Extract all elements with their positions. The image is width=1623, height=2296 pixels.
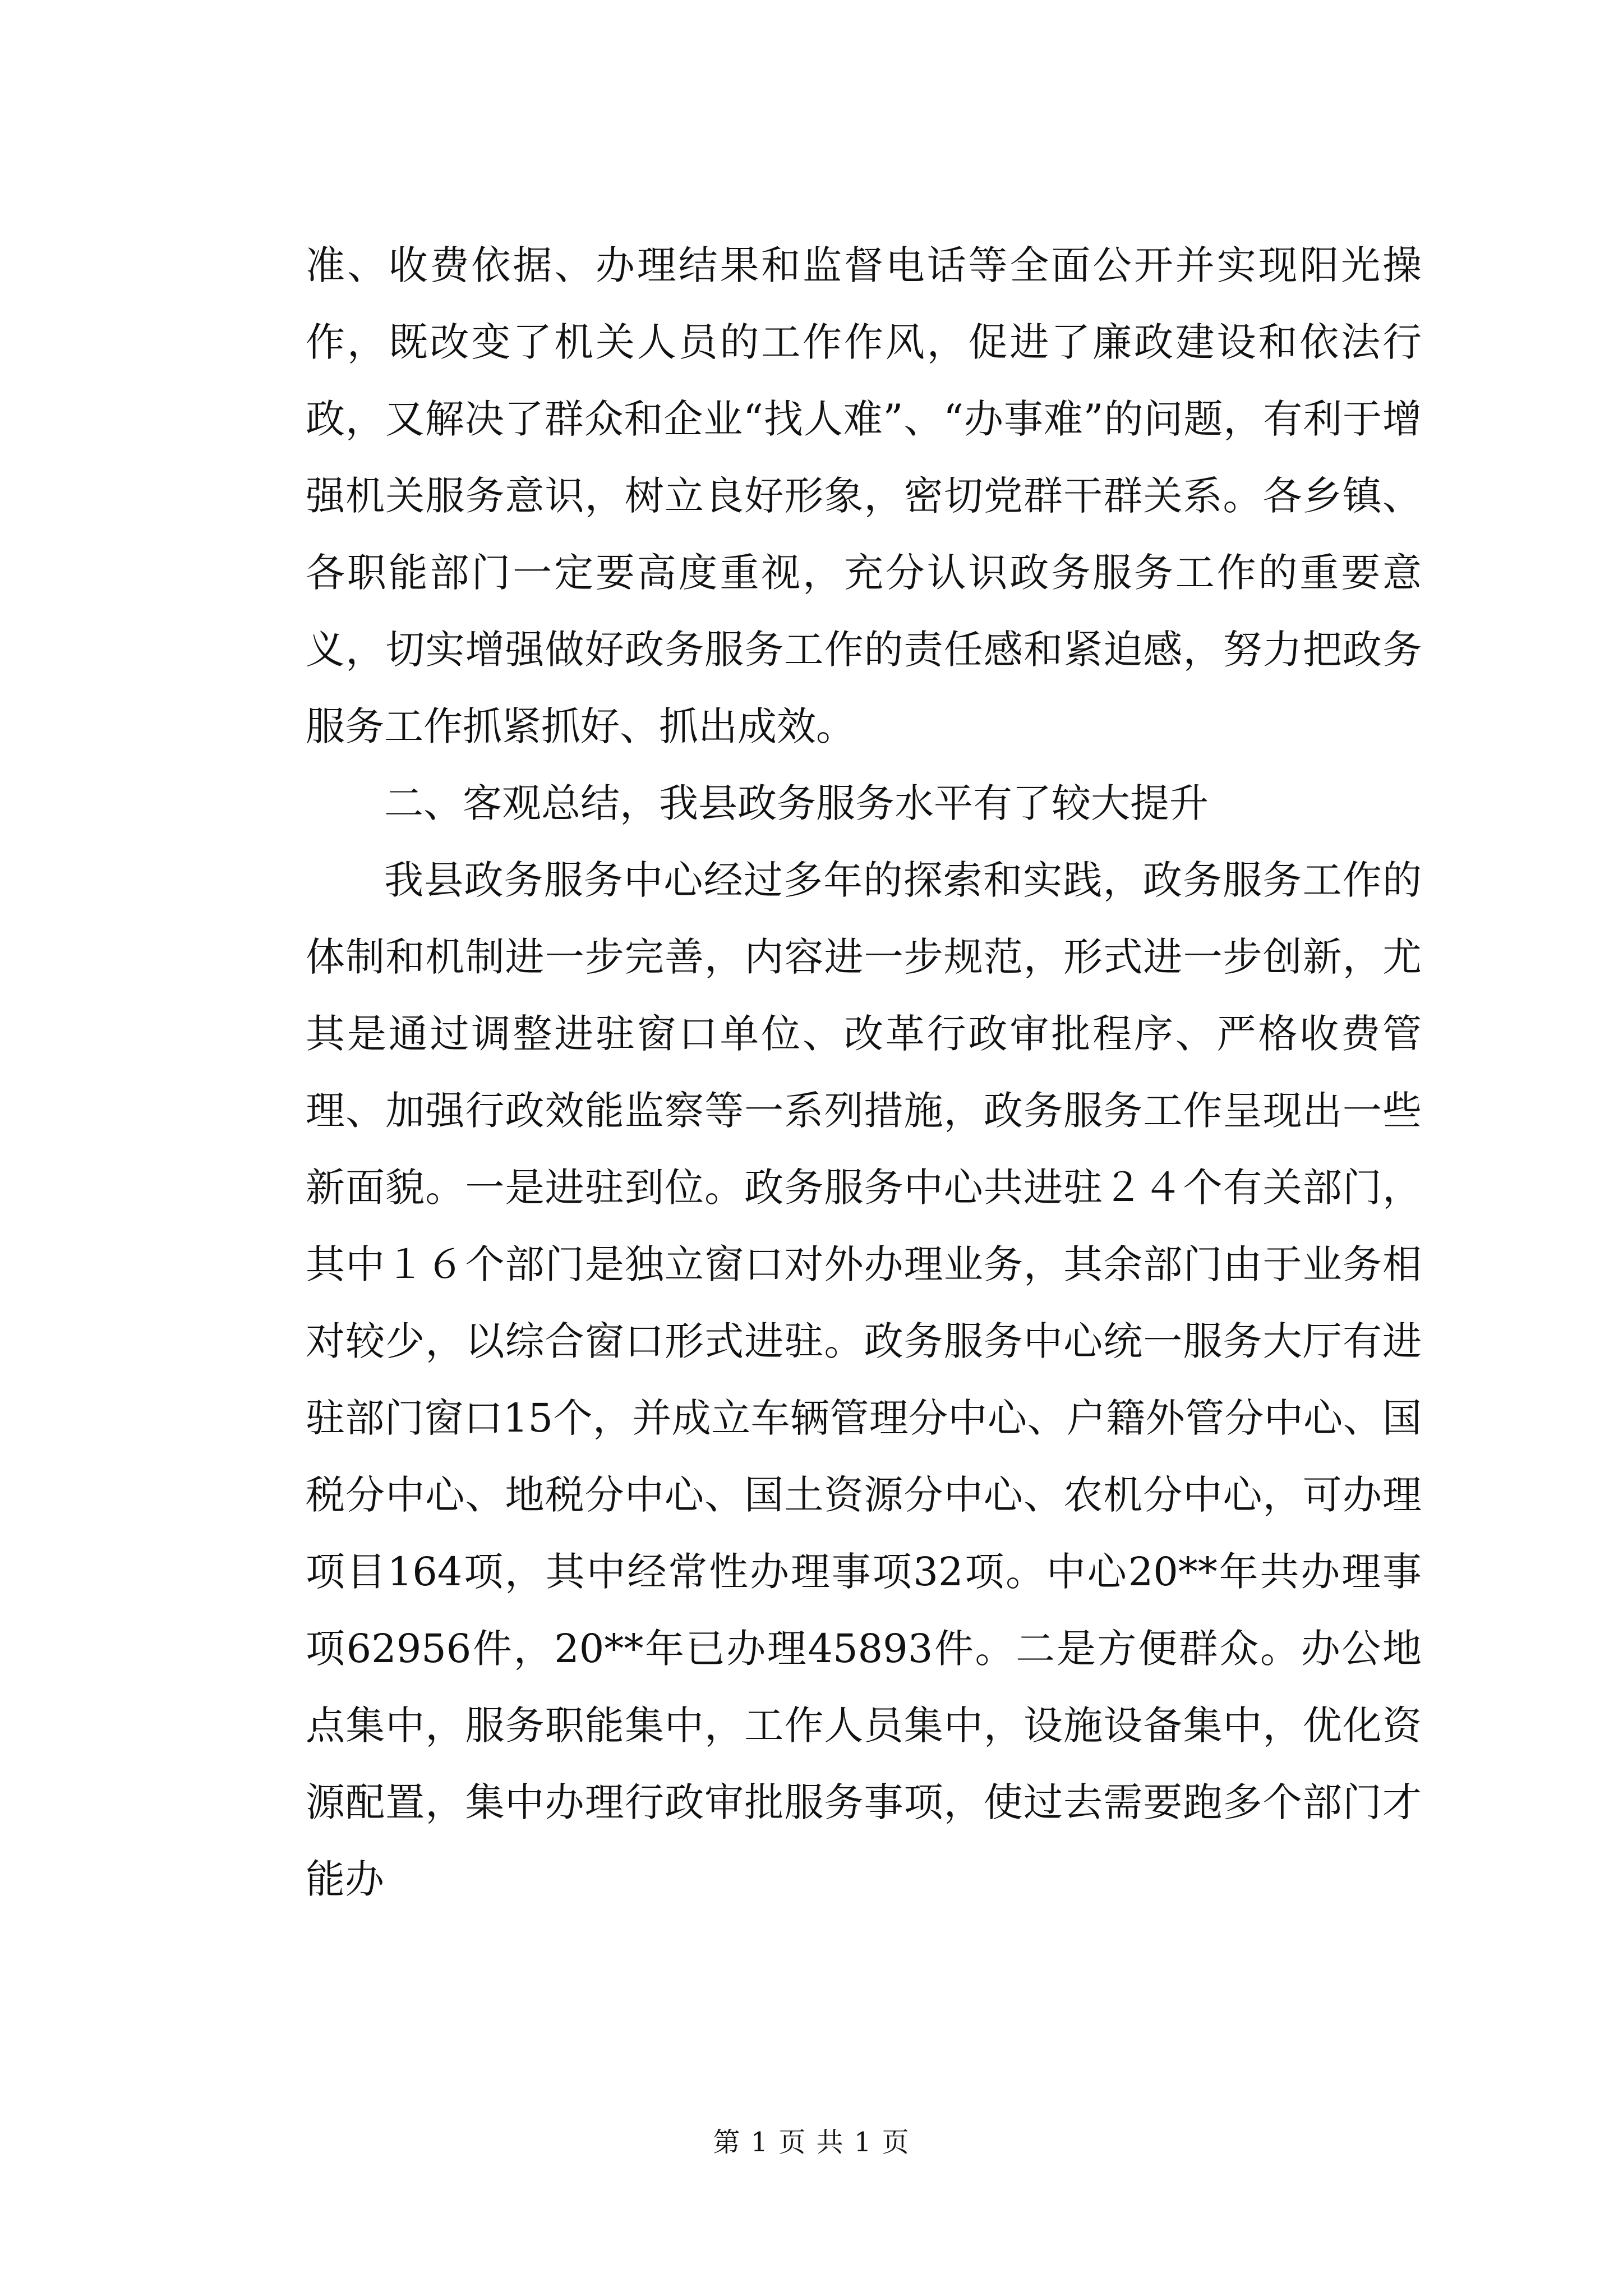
section-heading: 二、客观总结，我县政务服务水平有了较大提升 <box>384 780 1209 826</box>
paragraph-body: 我县政务服务中心经过多年的探索和实践，政务服务工作的体制和机制进一步完善，内容进一步规范，形式进一步创新，尤其是通过调整进驻窗口单位、改革行政审批程序、严格收费管理、加强行政效能监察等一系列措施，政务服务工作呈现出一些新面貌。一是进驻到位。政务服务中心共进驻２４个有关部门，其中１６个部门是独立窗口对外办理业务，其余部门由于业务相对较少，以综合窗口形式进驻。政务服务中心统一服务大厅有进驻部门窗口15个，并成立车辆管理分中心、户籍外管分中心、国税分中心、地税分中心、国土资源分中心、农机分中心，可办理项目164项，其中经常性办理事项32项。中心20**年共办理事项62956件，20**年已办理45893件。二是方便群众。办公地点集中，服务职能集中，工作人员集中，设施设备集中，优化资源配置，集中办理行政审批服务事项，使过去需要跑多个部门才能办 <box>306 857 1422 1902</box>
page-footer: 第 1 页 共 1 页 <box>713 2127 910 2158</box>
document-body <box>306 227 1422 1918</box>
paragraph-continuation: 准、收费依据、办理结果和监督电话等全面公开并实现阳光操作，既改变了机关人员的工作作风，促进了廉政建设和依法行政，又解决了群众和企业“找人难”、“办事难”的问题，有利于增强机关服务意识，树立良好形象，密切党群干群关系。各乡镇、各职能部门一定要高度重视，充分认识政务服务工作的重要意义，切实增强做好政务服务工作的责任感和紧迫感，努力把政务服务工作抓紧抓好、抓出成效。 <box>306 242 1422 749</box>
